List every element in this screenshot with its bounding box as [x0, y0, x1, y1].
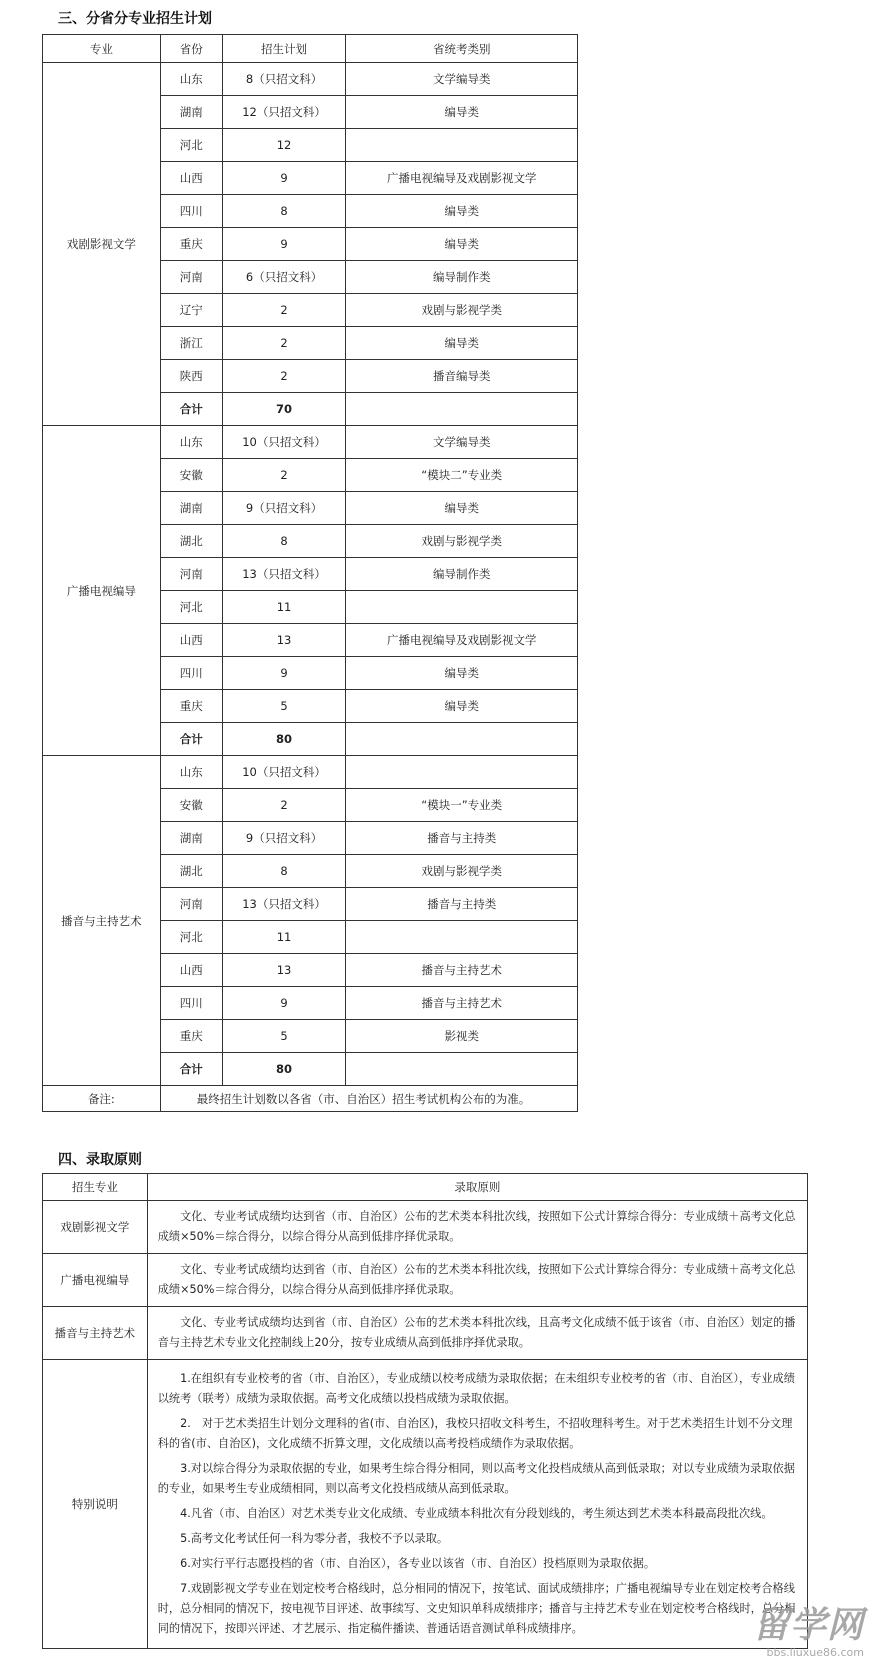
plan-cell: 12（只招文科） — [222, 96, 346, 129]
plan-cell: 9（只招文科） — [222, 822, 346, 855]
special-item: 7.戏剧影视文学专业在划定校考合格线时，总分相同的情况下，按笔试、面试成绩排序；广播电视编导专业在划定校考合格线时，总分相同的情况下，按电视节目评述、故事续写、文史知识单科成绩排序；播音与主持艺术专业在划定校考合格线时，总分相同的情况下，按即兴评述、才艺展示、指定稿件播读、普通话语音测试单科成绩排序。 — [157, 1582, 796, 1635]
plan-cell: 13（只招文科） — [222, 888, 346, 921]
province-cell: 湖南 — [160, 822, 222, 855]
total-value-cell: 80 — [222, 723, 346, 756]
province-cell: 重庆 — [160, 1020, 222, 1053]
province-cell: 陕西 — [160, 360, 222, 393]
table-row — [43, 1254, 808, 1307]
rule-paragraph: 文化、专业考试成绩均达到省（市、自治区）公布的艺术类本科批次线，按照如下公式计算综合得分：专业成绩＋高考文化总成绩×50%＝综合得分，以综合得分从高到低排序择优录取。 — [157, 1263, 796, 1296]
province-cell: 湖北 — [160, 855, 222, 888]
plan-cell: 11 — [222, 921, 346, 954]
province-cell: 湖南 — [160, 96, 222, 129]
rule-text-cell — [147, 1307, 807, 1360]
category-cell: 文学编导类 — [346, 63, 578, 96]
special-item: 2. 对于艺术类招生计划分文理科的省(市、自治区)，我校只招收文科考生，不招收理科考生。对于艺术类招生计划不分文理科的省(市、自治区)，文化成绩不折算文理，文化成绩以高考投档成绩作为录取依据。 — [157, 1417, 793, 1450]
plan-header-cell: 省份 — [160, 35, 222, 63]
plan-cell: 5 — [222, 1020, 346, 1053]
rule-major-cell: 戏剧影视文学 — [43, 1201, 148, 1254]
rules-header-cell: 录取原则 — [147, 1174, 807, 1201]
major-cell: 播音与主持艺术 — [43, 756, 161, 1086]
plan-cell: 10（只招文科） — [222, 756, 346, 789]
plan-cell: 8（只招文科） — [222, 63, 346, 96]
special-label-cell: 特别说明 — [43, 1360, 148, 1649]
plan-cell: 2 — [222, 327, 346, 360]
total-label-cell: 合计 — [160, 723, 222, 756]
province-cell: 河北 — [160, 129, 222, 162]
category-cell: 编导类 — [346, 492, 578, 525]
province-cell: 四川 — [160, 987, 222, 1020]
site-watermark — [753, 1597, 864, 1659]
plan-cell: 5 — [222, 690, 346, 723]
plan-cell: 13 — [222, 954, 346, 987]
rule-paragraph: 文化、专业考试成绩均达到省（市、自治区）公布的艺术类本科批次线，且高考文化成绩不低于该省（市、自治区）划定的播音与主持艺术专业文化控制线上20分，按专业成绩从高到低排序择优录取。 — [157, 1316, 796, 1349]
special-text-cell — [147, 1360, 807, 1649]
note-row — [43, 1086, 578, 1112]
special-item: 5.高考文化考试任何一科为零分者，我校不予以录取。 — [180, 1532, 449, 1545]
plan-cell: 2 — [222, 294, 346, 327]
special-item: 3.对以综合得分为录取依据的专业，如果考生综合得分相同，则以高考文化投档成绩从高到低录取；对以专业成绩为录取依据的专业，如果考生专业成绩相同，则以高考文化投档成绩从高到低录取。 — [157, 1462, 795, 1495]
rules-header-cell: 招生专业 — [43, 1174, 148, 1201]
rule-major-cell: 播音与主持艺术 — [43, 1307, 148, 1360]
total-value-cell: 80 — [222, 1053, 346, 1086]
category-cell: 播音与主持艺术 — [346, 987, 578, 1020]
plan-cell: 2 — [222, 459, 346, 492]
special-item: 4.凡省（市、自治区）对艺术类专业文化成绩、专业成绩本科批次有分段划线的，考生须达到艺术类本科最高段批次线。 — [180, 1507, 773, 1520]
category-cell: 广播电视编导及戏剧影视文学 — [346, 162, 578, 195]
table-row — [43, 426, 578, 459]
category-cell: 戏剧与影视学类 — [346, 294, 578, 327]
category-cell — [346, 921, 578, 954]
province-cell: 四川 — [160, 195, 222, 228]
admission-principles-table — [42, 1173, 808, 1649]
plan-cell: 13 — [222, 624, 346, 657]
province-cell: 山西 — [160, 954, 222, 987]
category-cell: 编导类 — [346, 228, 578, 261]
province-cell: 浙江 — [160, 327, 222, 360]
province-cell: 山东 — [160, 63, 222, 96]
table-row — [43, 756, 578, 789]
rules-header-row — [43, 1174, 808, 1201]
plan-cell: 8 — [222, 855, 346, 888]
note-text-cell: 最终招生计划数以各省（市、自治区）招生考试机构公布的为准。 — [160, 1086, 577, 1112]
province-cell: 河北 — [160, 921, 222, 954]
province-cell: 湖南 — [160, 492, 222, 525]
category-cell: 播音与主持艺术 — [346, 954, 578, 987]
category-cell — [346, 756, 578, 789]
province-cell: 山东 — [160, 426, 222, 459]
plan-cell: 13（只招文科） — [222, 558, 346, 591]
province-cell: 辽宁 — [160, 294, 222, 327]
watermark-logo: 留学网 — [752, 1605, 864, 1646]
province-cell: 河北 — [160, 591, 222, 624]
plan-header-cell: 专业 — [43, 35, 161, 63]
category-cell — [346, 129, 578, 162]
empty-cell — [346, 1053, 578, 1086]
plan-cell: 8 — [222, 195, 346, 228]
major-cell: 广播电视编导 — [43, 426, 161, 756]
category-cell: 编导制作类 — [346, 558, 578, 591]
category-cell: 影视类 — [346, 1020, 578, 1053]
category-cell: 编导制作类 — [346, 261, 578, 294]
special-notes-row — [43, 1360, 808, 1649]
rule-text-cell — [147, 1254, 807, 1307]
plan-cell: 8 — [222, 525, 346, 558]
category-cell: 文学编导类 — [346, 426, 578, 459]
section-4-title: 四、录取原则 — [58, 1152, 142, 1168]
category-cell: 戏剧与影视学类 — [346, 525, 578, 558]
plan-cell: 2 — [222, 789, 346, 822]
plan-cell: 10（只招文科） — [222, 426, 346, 459]
special-item: 1.在组织有专业校考的省（市、自治区），专业成绩以校考成绩为录取依据；在未组织专业校考的省（市、自治区），专业成绩以统考（联考）成绩为录取依据。高考文化成绩以投档成绩为录取依据。 — [157, 1372, 795, 1405]
total-label-cell: 合计 — [160, 393, 222, 426]
plan-cell: 9 — [222, 987, 346, 1020]
province-cell: 山东 — [160, 756, 222, 789]
category-cell: 播音编导类 — [346, 360, 578, 393]
category-cell: “模块二”专业类 — [346, 459, 578, 492]
plan-cell: 12 — [222, 129, 346, 162]
category-cell: 编导类 — [346, 657, 578, 690]
province-cell: 河南 — [160, 888, 222, 921]
province-cell: 河南 — [160, 261, 222, 294]
plan-cell: 9 — [222, 162, 346, 195]
empty-cell — [346, 723, 578, 756]
plan-cell: 2 — [222, 360, 346, 393]
category-cell: 播音与主持类 — [346, 822, 578, 855]
table-row — [43, 63, 578, 96]
category-cell: 编导类 — [346, 690, 578, 723]
province-cell: 重庆 — [160, 690, 222, 723]
plan-cell: 9 — [222, 228, 346, 261]
category-cell: “模块一”专业类 — [346, 789, 578, 822]
province-cell: 山西 — [160, 624, 222, 657]
plan-header-cell: 招生计划 — [222, 35, 346, 63]
section-3-title: 三、分省分专业招生计划 — [58, 11, 212, 27]
total-label-cell: 合计 — [160, 1053, 222, 1086]
table-row — [43, 1307, 808, 1360]
total-value-cell: 70 — [222, 393, 346, 426]
rule-major-cell: 广播电视编导 — [43, 1254, 148, 1307]
province-cell: 山西 — [160, 162, 222, 195]
category-cell: 编导类 — [346, 96, 578, 129]
empty-cell — [346, 393, 578, 426]
province-cell: 四川 — [160, 657, 222, 690]
category-cell: 戏剧与影视学类 — [346, 855, 578, 888]
province-cell: 重庆 — [160, 228, 222, 261]
category-cell: 编导类 — [346, 327, 578, 360]
rule-text-cell — [147, 1201, 807, 1254]
plan-header-row — [43, 35, 578, 63]
category-cell — [346, 591, 578, 624]
plan-cell: 9（只招文科） — [222, 492, 346, 525]
province-cell: 河南 — [160, 558, 222, 591]
province-cell: 湖北 — [160, 525, 222, 558]
category-cell: 编导类 — [346, 195, 578, 228]
plan-cell: 9 — [222, 657, 346, 690]
major-cell: 戏剧影视文学 — [43, 63, 161, 426]
plan-cell: 6（只招文科） — [222, 261, 346, 294]
note-label-cell: 备注: — [43, 1086, 161, 1112]
province-cell: 安徽 — [160, 459, 222, 492]
province-cell: 安徽 — [160, 789, 222, 822]
table-row — [43, 1201, 808, 1254]
plan-cell: 11 — [222, 591, 346, 624]
enrollment-plan-table — [42, 34, 578, 1112]
rule-paragraph: 文化、专业考试成绩均达到省（市、自治区）公布的艺术类本科批次线，按照如下公式计算综合得分：专业成绩＋高考文化总成绩×50%＝综合得分，以综合得分从高到低排序择优录取。 — [157, 1210, 796, 1243]
plan-header-cell: 省统考类别 — [346, 35, 578, 63]
category-cell: 广播电视编导及戏剧影视文学 — [346, 624, 578, 657]
special-item: 6.对实行平行志愿投档的省（市、自治区），各专业以该省（市、自治区）投档原则为录取依据。 — [180, 1557, 656, 1570]
watermark-url: bbs.liuxue86.com — [766, 1646, 864, 1659]
category-cell: 播音与主持类 — [346, 888, 578, 921]
